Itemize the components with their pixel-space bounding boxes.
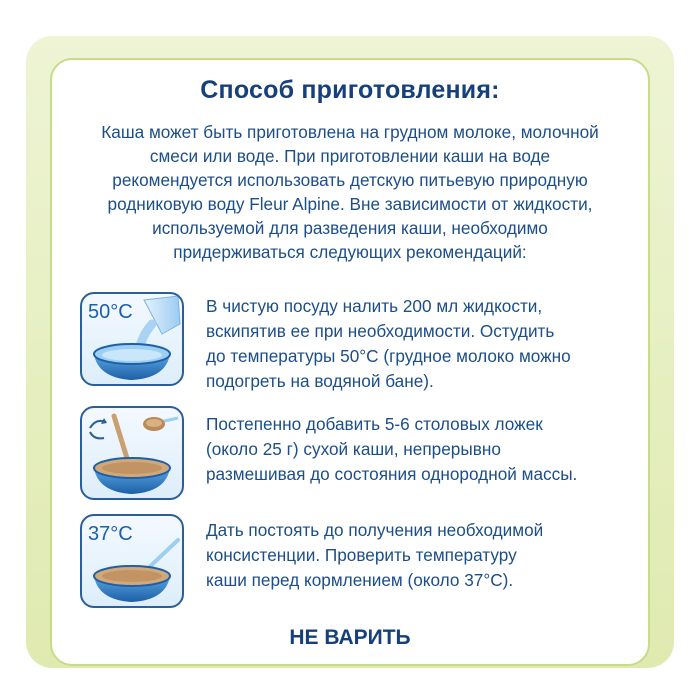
step-line: консистенции. Проверить температуру (206, 545, 517, 565)
bowl-with-porridge-icon (80, 514, 184, 608)
instructions-panel (50, 58, 650, 666)
step-1-text (206, 294, 646, 394)
step-line: размешивая до состояния однородной массы. (206, 464, 578, 484)
intro-paragraph (62, 120, 638, 264)
bowl-with-pouring-water-icon (80, 292, 184, 386)
step-2-text (206, 412, 646, 487)
intro-line: смеси или воде. При приготовлении каши на воде (149, 146, 551, 166)
step-line: подогреть на водяной бане). (206, 371, 434, 391)
page-title: Способ приготовления: (200, 76, 500, 104)
step-line: каши перед кормлением (около 37°С). (206, 570, 514, 590)
step-line: (около 25 г) сухой каши, непрерывно (206, 439, 501, 459)
step-line: вскипятив ее при необходимости. Остудить (206, 321, 555, 341)
temperature-label: 37°C (88, 523, 133, 545)
step-3-text (206, 518, 646, 593)
step-line: В чистую посуду налить 200 мл жидкости, (206, 296, 543, 316)
temperature-label: 50°C (88, 301, 133, 323)
intro-line: используемой для разведения каши, необходимо (152, 218, 548, 238)
bowl-with-spoon-stirring-icon (80, 406, 184, 500)
intro-line: придерживаться следующих рекомендаций: (173, 242, 527, 262)
step-line: Постепенно добавить 5-6 столовых ложек (206, 414, 543, 434)
intro-line: Каша может быть приготовлена на грудном молоке, молочной (101, 122, 599, 142)
step-line: Дать постоять до получения необходимой (206, 520, 544, 540)
do-not-boil-note: НЕ ВАРИТЬ (289, 626, 411, 649)
intro-line: родниковую воду Fleur Alpine. Вне зависимости от жидкости, (107, 194, 593, 214)
step-line: до температуры 50°С (грудное молоко можно (206, 346, 571, 366)
intro-line: рекомендуется использовать детскую питьевую природную (112, 170, 588, 190)
